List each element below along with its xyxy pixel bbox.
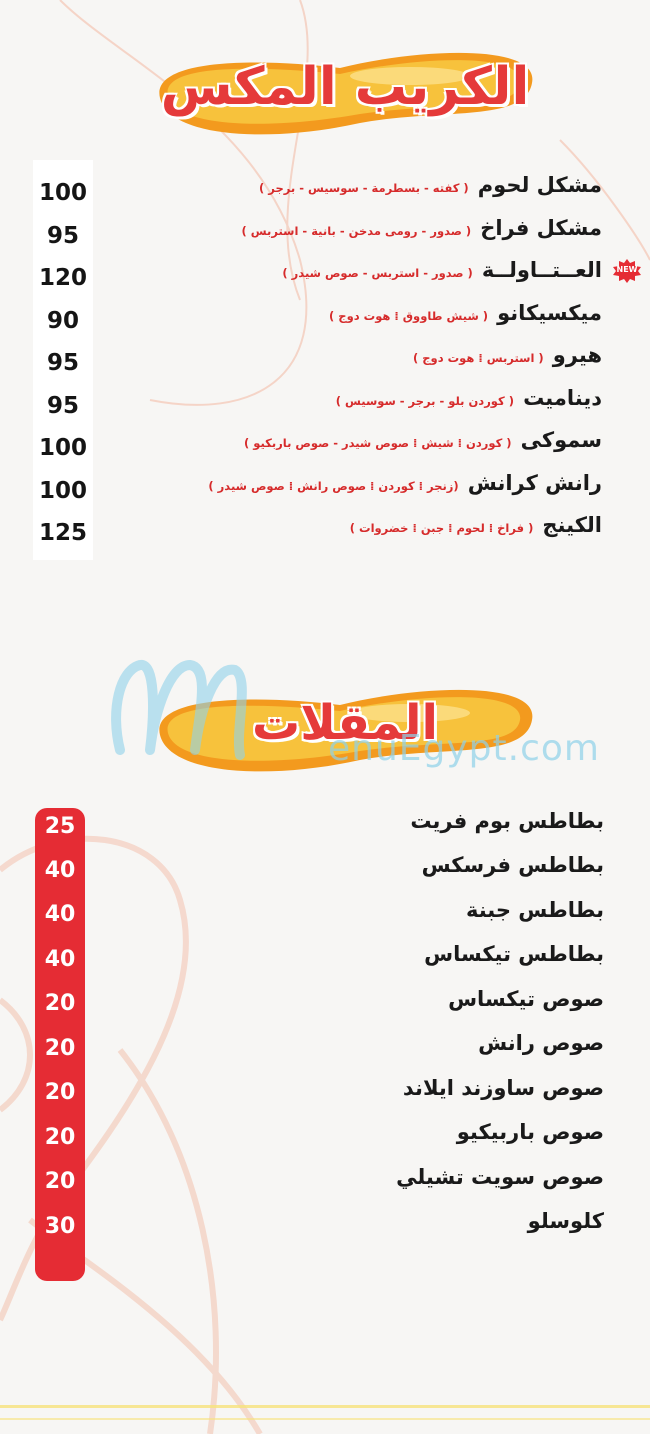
- price: 120: [38, 265, 87, 291]
- new-badge-icon: [611, 258, 643, 284]
- item-name: رانش كرانش: [467, 471, 602, 495]
- item-description: ( فراخ ⁞ لحوم ⁞ جبن ⁞ خضروات ): [349, 521, 534, 535]
- price: 100: [38, 435, 87, 461]
- item-description: (زنجر ⁞ كوردن ⁞ صوص رانش ⁞ صوص شيدر ): [208, 479, 459, 493]
- price: 20: [44, 1036, 76, 1061]
- menu-item: صوص سويت تشيلي: [396, 1165, 604, 1189]
- menu-item: [122, 298, 602, 331]
- item-description: ( شيش طاووق ⁞ هوت دوج ): [329, 309, 489, 323]
- price: 95: [46, 393, 79, 419]
- menu-item: بطاطس فرسكس: [421, 853, 604, 877]
- item-name: هيرو: [552, 343, 602, 367]
- menu-item: [122, 425, 602, 458]
- price: 40: [44, 858, 76, 883]
- price: 20: [44, 991, 76, 1016]
- item-description: ( كوردن بلو - برجر - سوسيس ): [335, 394, 514, 408]
- item-name: العــتــاولــة: [481, 258, 602, 282]
- menu-item: [122, 255, 602, 288]
- item-name: سموكى: [520, 428, 602, 452]
- menu-item: صوص ساوزند ايلاند: [402, 1076, 604, 1100]
- item-name: مشكل لحوم: [477, 173, 602, 197]
- menu-item: [122, 510, 602, 543]
- section-title-fried: المقلات: [252, 695, 438, 751]
- item-description: ( كوردن ⁞ شيش ⁞ صوص شيدر - صوص باربكيو ): [243, 436, 512, 450]
- price: 25: [44, 814, 76, 839]
- price: 95: [46, 350, 79, 376]
- price: 100: [38, 180, 87, 206]
- price: 20: [44, 1169, 76, 1194]
- menu-item: بطاطس بوم فريت: [410, 809, 604, 833]
- item-description: ( صدور - استربس - صوص شيدر ): [282, 266, 473, 280]
- item-name: مشكل فراخ: [480, 216, 602, 240]
- menu-item: [122, 383, 602, 416]
- menu-item: [122, 468, 602, 501]
- price: 125: [38, 520, 87, 546]
- menu-item: [122, 170, 602, 203]
- menu-item: صوص رانش: [478, 1031, 604, 1055]
- item-description: ( صدور - رومى مدخن - بانية - استربس ): [241, 224, 472, 238]
- menu-item: [122, 213, 602, 246]
- new-badge-label: NEW: [616, 265, 638, 274]
- item-description: ( استربس ⁞ هوت دوج ): [413, 351, 544, 365]
- price: 20: [44, 1080, 76, 1105]
- price: 30: [44, 1214, 76, 1239]
- item-description: ( كفته - بسطرمة - سوسيس - برجر ): [259, 181, 469, 195]
- watermark-text: enuEgypt.com: [328, 728, 600, 769]
- menu-item: كلوسلو: [527, 1209, 604, 1233]
- price: 90: [46, 308, 79, 334]
- price: 40: [44, 947, 76, 972]
- menu-item: بطاطس جبنة: [465, 898, 604, 922]
- price: 40: [44, 902, 76, 927]
- menu-item: صوص باربيكيو: [456, 1120, 604, 1144]
- price: 95: [46, 223, 79, 249]
- price: 20: [44, 1125, 76, 1150]
- menu-item: صوص تيكساس: [448, 987, 604, 1011]
- item-name: ميكسيكانو: [497, 301, 602, 325]
- item-name: ديناميت: [523, 386, 602, 410]
- menu-item: [122, 340, 602, 373]
- price: 100: [38, 478, 87, 504]
- item-name: الكينج: [542, 513, 602, 537]
- menu-item: بطاطس تيكساس: [424, 942, 604, 966]
- section-title-crepe-mix: الكريب المكس: [160, 57, 530, 117]
